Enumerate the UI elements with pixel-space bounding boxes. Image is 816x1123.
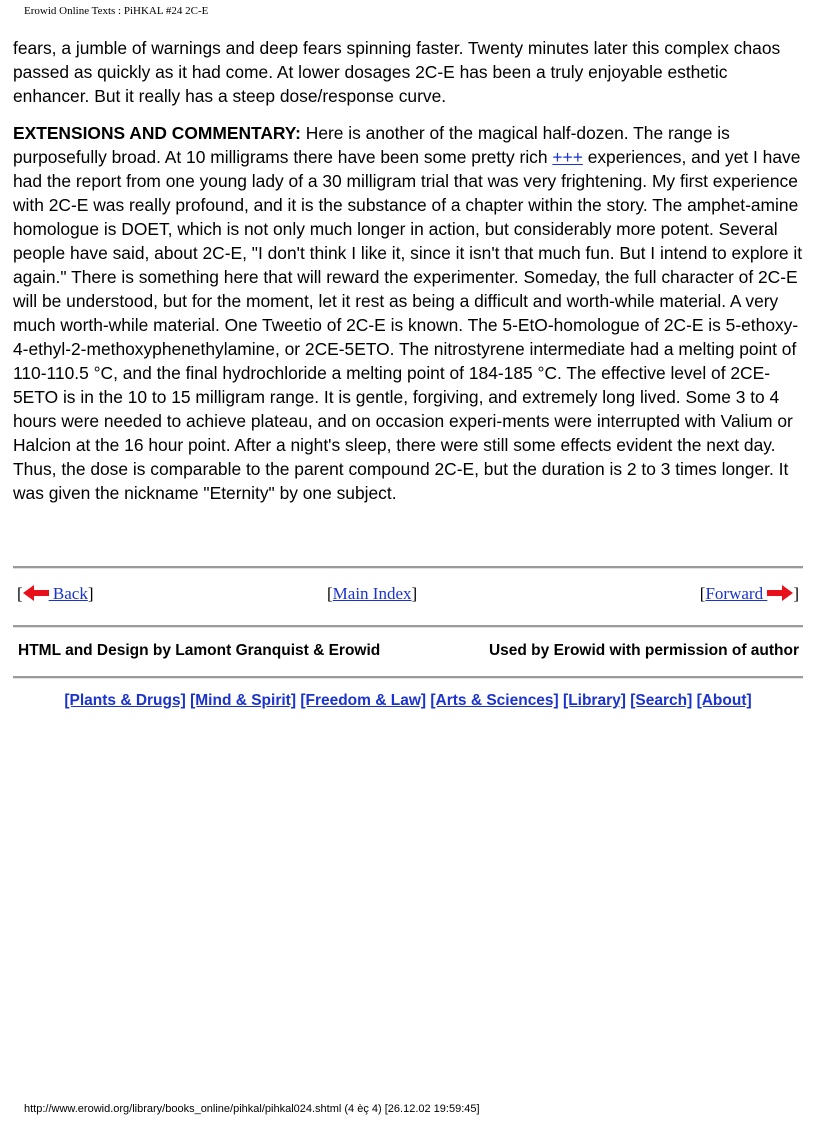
nav-main-index xyxy=(327,584,417,604)
nav-back xyxy=(17,584,94,604)
forward-link[interactable] xyxy=(705,584,793,603)
bracket-open: [ xyxy=(327,584,333,603)
link-plants-drugs[interactable]: [Plants & Drugs] xyxy=(64,692,186,709)
bracket-open: [ xyxy=(17,584,23,603)
design-credit: HTML and Design by Lamont Granquist & Erowid xyxy=(18,642,381,659)
arrow-left-icon xyxy=(23,585,49,601)
commentary-heading: EXTENSIONS AND COMMENTARY: xyxy=(13,123,301,143)
main-content xyxy=(13,36,803,518)
arrow-right-icon xyxy=(767,585,793,601)
divider-middle xyxy=(13,625,803,628)
link-library[interactable]: [Library] xyxy=(563,692,626,709)
forward-label: Forward xyxy=(705,584,768,603)
nav-forward xyxy=(700,584,799,604)
page-navigation xyxy=(17,584,799,608)
bracket-close: ] xyxy=(793,584,799,603)
back-link[interactable] xyxy=(23,584,88,603)
permission-credit: Used by Erowid with permission of author xyxy=(488,642,799,659)
print-footer-url: http://www.erowid.org/library/books_online/pihkal/pihkal024.shtml (4 èç 4) [26.12.02 19:59:45] xyxy=(24,1103,480,1115)
paragraph-continuation: fears, a jumble of warnings and deep fears spinning faster. Twenty minutes later this complex chaos passed as quickly as it had come. At lower dosages 2C-E has been a truly enjoyable esthetic enhancer. But it really has a steep dose/response curve. xyxy=(13,38,781,106)
main-index-link[interactable]: Main Index xyxy=(332,584,412,603)
print-header: Erowid Online Texts : PiHKAL #24 2C-E xyxy=(24,5,209,17)
link-about[interactable]: [About] xyxy=(696,692,752,709)
divider-top xyxy=(13,566,803,569)
paragraph-commentary xyxy=(13,121,803,505)
bracket-open: [ xyxy=(699,584,706,603)
commentary-text-a: Here is another of the magical half-dozen. The range is purposefully broad. At 10 milligrams there have been some pretty rich xyxy=(13,123,730,167)
link-arts-sciences[interactable]: [Arts & Sciences] xyxy=(430,692,559,709)
site-section-links xyxy=(0,692,816,710)
back-label: Back xyxy=(48,584,88,603)
commentary-text-b: experiences, and yet I have had the report from one young lady of a 30 milligram trial that was very frightening. My first experience with 2C-E was really profound, and it is the substance of a chapter within the story. The amphet-amine homologue is DOET, which is not only much longer in action, but considerably more potent. Several people have said, about 2C-E, "I don't think I like it, since it isn't that much fun. But I intend to explore it again." There is something here that will reward the experimenter. Someday, the full character of 2C-E will be understood, but for the moment, let it rest as being a difficult and worth-while material. A very much worth-while material. One Tweetio of 2C-E is known. The 5-EtO-homologue of 2C-E is 5-ethoxy-4-ethyl-2-methoxyphenethylamine, or 2CE-5ETO. The nitrostyrene intermediate had a melting point of 110-110.5 °C, and the final hydrochloride a melting point of 184-185 °C. The effective level of 2CE-5ETO is in the 10 to 15 milligram range. It is gentle, forgiving, and extremely long lived. Some 3 to 4 hours were needed to achieve plateau, and on occasion experi-ments were interrupted with Valium or Halcion at the 16 hour point. After a night's sleep, there were still some effects evident the next day. Thus, the dose is comparable to the parent compound 2C-E, but the duration is 2 to 3 times longer. It was given the nickname "Eternity" by one subject. xyxy=(13,147,803,503)
link-freedom-law[interactable]: [Freedom & Law] xyxy=(300,692,427,709)
plus-rating-link[interactable]: +++ xyxy=(552,147,583,167)
link-search[interactable]: [Search] xyxy=(630,692,693,709)
divider-bottom xyxy=(13,676,803,679)
bracket-close: ] xyxy=(411,584,418,603)
link-mind-spirit[interactable]: [Mind & Spirit] xyxy=(190,692,296,709)
bracket-close: ] xyxy=(87,584,94,603)
